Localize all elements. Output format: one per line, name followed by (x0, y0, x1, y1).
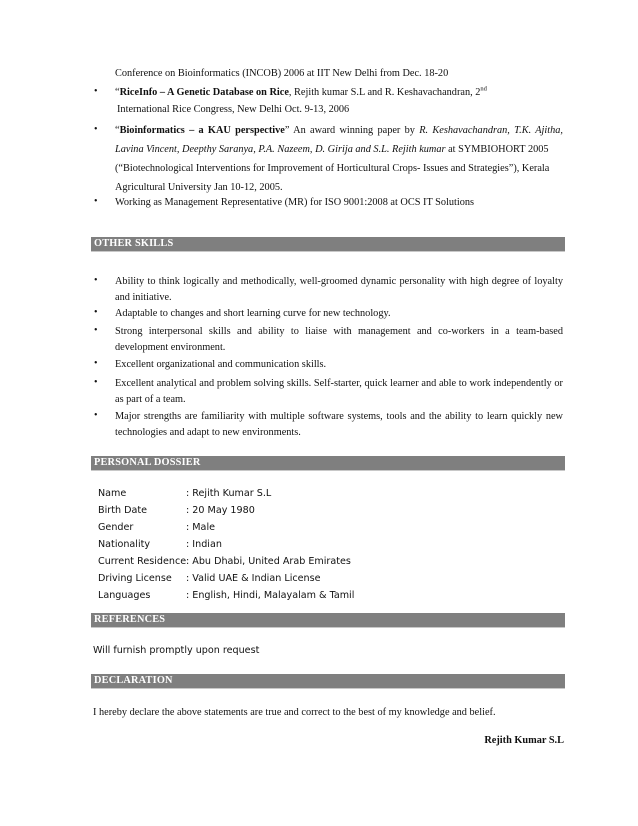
declaration-heading: DECLARATION (94, 675, 173, 686)
references-heading: REFERENCES (94, 614, 166, 625)
dossier-value: : 20 May 1980 (186, 505, 255, 516)
dossier-label: Birth Date (98, 505, 148, 516)
dossier-label: Nationality (98, 539, 151, 550)
references-heading-bar (91, 613, 565, 628)
mr-role-line: Working as Management Representative (MR) for ISO 9001:2008 at OCS IT Solutions (115, 197, 475, 208)
other-skills-heading: OTHER SKILLS (94, 238, 174, 249)
dossier-value: : Valid UAE & Indian License (186, 573, 321, 584)
dossier-value: : English, Hindi, Malayalam & Tamil (186, 590, 355, 601)
skill-item: Ability to think logically and methodically, well-groomed dynamic personality with high degree of loyalty and initiative. (115, 276, 563, 303)
bullet: • (94, 275, 98, 286)
dossier-label: Name (98, 488, 127, 499)
bullet: • (94, 377, 98, 388)
conference-incob-line: Conference on Bioinformatics (INCOB) 2006 at IIT New Delhi from Dec. 18-20 (115, 68, 449, 79)
bullet: • (94, 358, 98, 369)
personal-dossier-heading-bar (91, 456, 565, 471)
bullet: • (94, 325, 98, 336)
conference-riceinfo: “RiceInfo – A Genetic Database on Rice, Rejith kumar S.L and R. Keshavachandran, 2nd (115, 85, 487, 98)
declaration-heading-bar (91, 674, 565, 689)
conference-kau-line3: (“Biotechnological Interventions for Improvement of Horticultural Crops- Issues and Strategies”), Kerala (115, 163, 550, 174)
dossier-label: Current Residence (98, 556, 187, 567)
personal-dossier-heading: PERSONAL DOSSIER (94, 457, 201, 468)
kau-title: Bioinformatics – a KAU perspective (119, 125, 285, 136)
dossier-value: : Abu Dhabi, United Arab Emirates (186, 556, 351, 567)
declaration-text: I hereby declare the above statements are true and correct to the best of my knowledge and belief. (93, 707, 496, 718)
bullet: • (94, 410, 98, 421)
dossier-label: Driving License (98, 573, 172, 584)
signature-name: Rejith Kumar S.L (484, 735, 564, 746)
bullet: • (94, 124, 98, 135)
bullet: • (94, 307, 98, 318)
dossier-value: : Rejith Kumar S.L (186, 488, 272, 499)
dossier-value: : Indian (186, 539, 222, 550)
conference-kau-line1: “Bioinformatics – a KAU perspective” An award winning paper by R. Keshavachandran, T.K. Ajitha, (115, 125, 563, 136)
dossier-value: : Male (186, 522, 216, 533)
skill-item: Excellent organizational and communication skills. (115, 359, 327, 370)
conference-kau-line2: Lavina Vincent, Deepthy Saranya, P.A. Nazeem, D. Girija and S.L. Rejith kumar at SYMBIOHORT 2005 (115, 144, 549, 155)
conference-kau-line4: Agricultural University Jan 10-12, 2005. (115, 182, 283, 193)
bullet: • (94, 86, 98, 97)
skill-item: Excellent analytical and problem solving skills. Self-starter, quick learner and able to work independently or as part of a team. (115, 378, 563, 405)
skill-item: Major strengths are familiarity with multiple software systems, tools and the ability to learn quickly new technologies and adapt to new environments. (115, 411, 563, 438)
references-text: Will furnish promptly upon request (93, 645, 260, 656)
dossier-label: Languages (98, 590, 151, 601)
bullet: • (94, 196, 98, 207)
skill-item: Adaptable to changes and short learning curve for new technology. (115, 308, 391, 319)
riceinfo-title: RiceInfo – A Genetic Database on Rice (119, 87, 289, 98)
conference-riceinfo-venue: International Rice Congress, New Delhi Oct. 9-13, 2006 (117, 104, 350, 115)
dossier-label: Gender (98, 522, 134, 533)
skill-item: Strong interpersonal skills and ability to liaise with management and co-workers in a team-based development environment. (115, 326, 563, 353)
other-skills-heading-bar (91, 237, 565, 252)
